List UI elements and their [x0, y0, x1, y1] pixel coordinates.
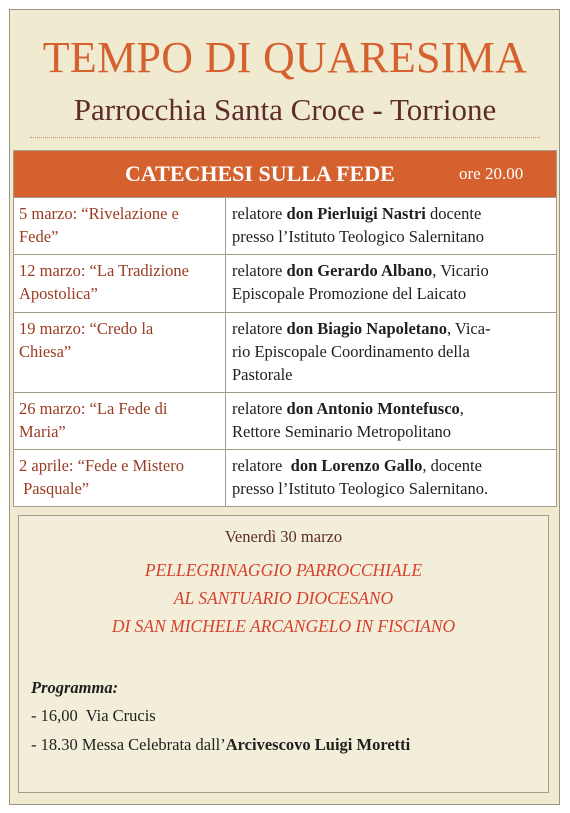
speaker-prefix: relatore	[232, 319, 287, 338]
table-row	[14, 393, 556, 450]
catechesi-header	[14, 151, 556, 198]
date-line: 19 marzo: “Credo la	[19, 319, 154, 338]
event-title-line: AL SANTUARIO DIOCESANO	[173, 588, 394, 608]
date-line: Pasquale”	[19, 479, 90, 498]
speaker-name: don Gerardo Albano	[286, 261, 433, 280]
programma-item: - 16,00 Via Crucis	[31, 706, 156, 725]
pellegrinaggio-box	[18, 515, 549, 793]
row-date	[14, 393, 226, 449]
date-line: Fede”	[19, 227, 59, 246]
date-line: 5 marzo: “Rivelazione e	[19, 204, 179, 223]
row-date	[14, 198, 226, 254]
row-speaker	[226, 313, 556, 392]
speaker-role: docente	[425, 204, 482, 223]
catechesi-time: ore 20.00	[459, 164, 524, 183]
table-row	[14, 450, 556, 506]
date-line: Chiesa”	[19, 342, 72, 361]
date-line: 12 marzo: “La Tradizione	[19, 261, 189, 280]
programma-label: Programma:	[31, 678, 119, 697]
speaker-role-line: presso l’Istituto Teologico Salernitano.	[232, 479, 489, 498]
row-speaker	[226, 198, 556, 254]
event-title	[19, 556, 548, 640]
table-row	[14, 198, 556, 255]
speaker-role: , docente	[422, 456, 482, 475]
speaker-role-line: Pastorale	[232, 365, 293, 384]
speaker-prefix: relatore	[232, 399, 287, 418]
speaker-role: , Vica-	[446, 319, 491, 338]
programma-item	[31, 735, 410, 755]
speaker-role: ,	[459, 399, 464, 418]
event-date: Venerdì 30 marzo	[224, 527, 343, 546]
row-date	[14, 450, 226, 506]
speaker-role-line: rio Episcopale Coordinamento della	[232, 342, 470, 361]
speaker-role-line: Rettore Seminario Metropolitano	[232, 422, 452, 441]
speaker-name: don Lorenzo Gallo	[290, 456, 423, 475]
row-speaker	[226, 450, 556, 506]
speaker-role-line: Episcopale Promozione del Laicato	[232, 284, 467, 303]
event-title-line: PELLEGRINAGGIO PARROCCHIALE	[144, 560, 423, 580]
date-line: 26 marzo: “La Fede di	[19, 399, 168, 418]
speaker-prefix: relatore	[232, 261, 287, 280]
celebrant-name: Arcivescovo Luigi Moretti	[225, 735, 411, 754]
row-speaker	[226, 255, 556, 312]
catechesi-table	[13, 150, 557, 507]
speaker-prefix: relatore	[232, 456, 291, 475]
speaker-name: don Pierluigi Nastri	[286, 204, 426, 223]
page-subtitle: Parrocchia Santa Croce - Torrione	[73, 92, 497, 127]
speaker-name: don Biagio Napoletano	[286, 319, 447, 338]
date-line: Maria”	[19, 422, 66, 441]
row-date	[14, 255, 226, 312]
date-line: 2 aprile: “Fede e Mistero	[19, 456, 184, 475]
date-line: Apostolica”	[19, 284, 98, 303]
speaker-role: , Vicario	[432, 261, 489, 280]
speaker-role-line: presso l’Istituto Teologico Salernitano	[232, 227, 484, 246]
event-title-line: DI SAN MICHELE ARCANGELO IN FISCIANO	[111, 616, 456, 636]
programma-item-text: - 18.30 Messa Celebrata dall’	[31, 735, 226, 754]
row-date	[14, 313, 226, 392]
speaker-prefix: relatore	[232, 204, 287, 223]
catechesi-heading: CATECHESI SULLA FEDE	[125, 161, 395, 186]
table-row	[14, 255, 556, 313]
title-divider	[30, 137, 540, 138]
table-row	[14, 313, 556, 393]
row-speaker	[226, 393, 556, 449]
speaker-name: don Antonio Montefusco	[286, 399, 460, 418]
page-title: TEMPO DI QUARESIMA	[42, 33, 528, 82]
